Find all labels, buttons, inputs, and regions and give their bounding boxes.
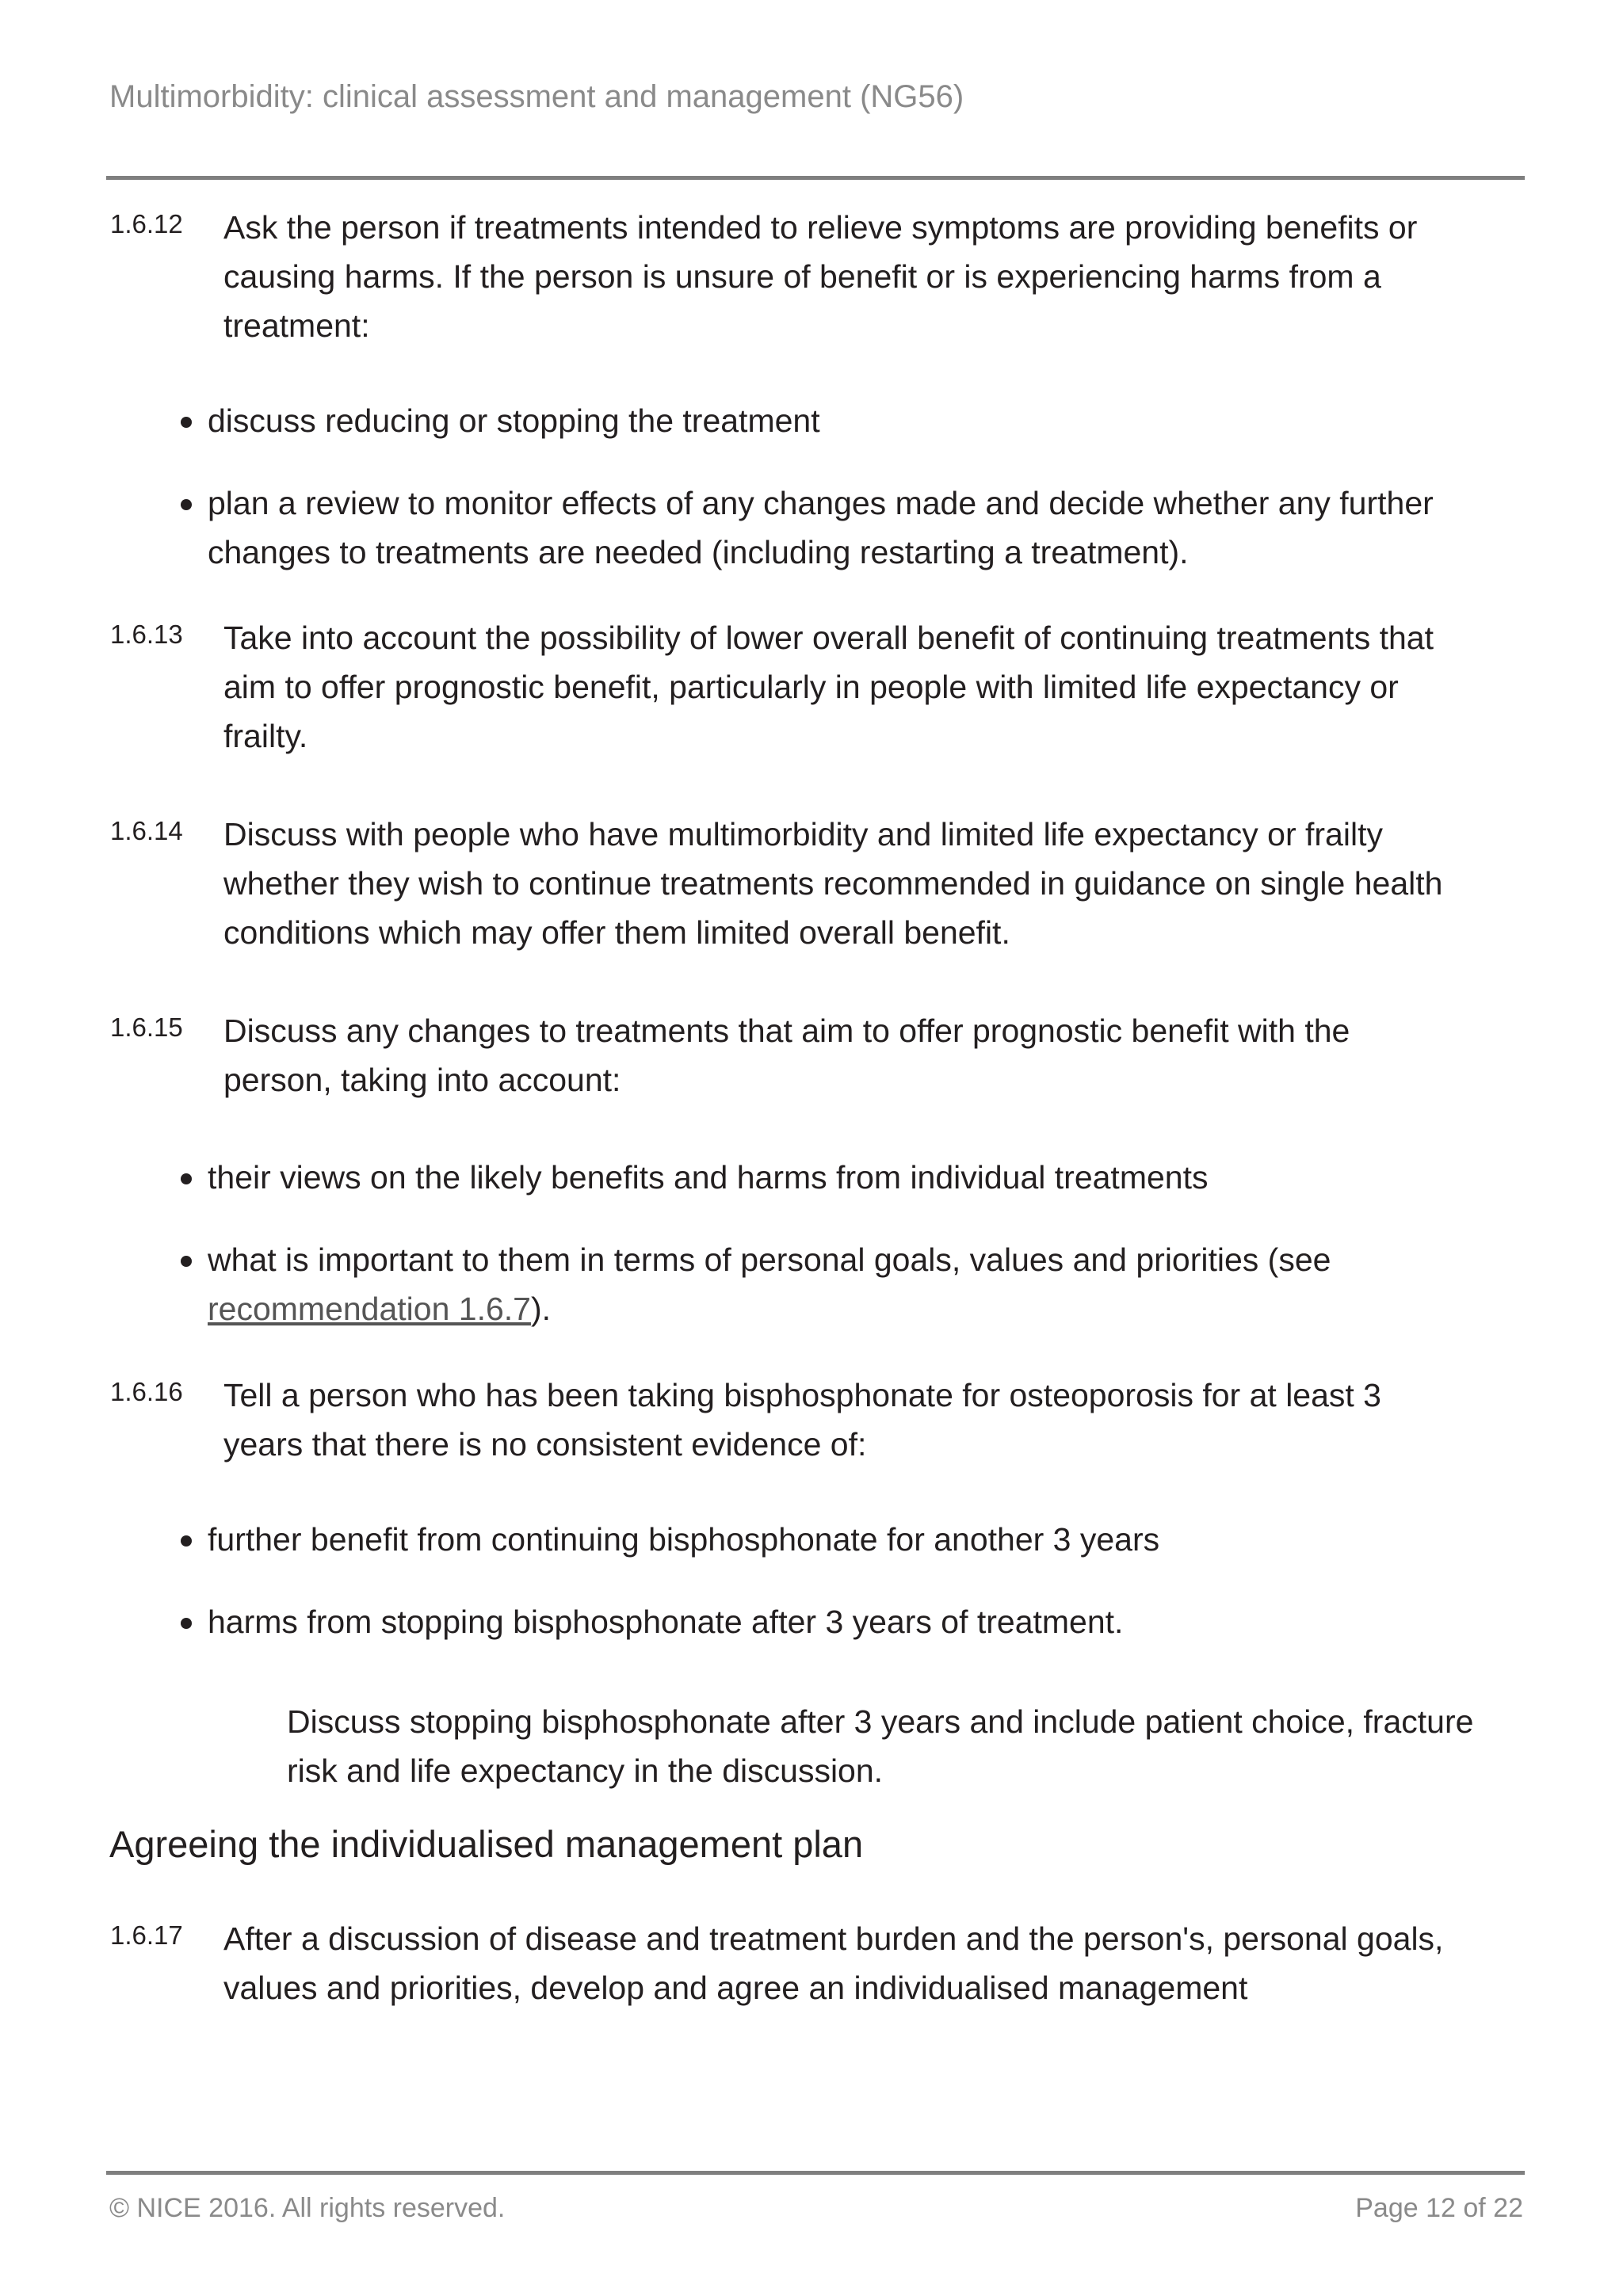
recommendation-text: Ask the person if treatments intended to relieve symptoms are providing benefits or causing harms. If the person is unsure of benefit or is experiencing harms from a treatment: xyxy=(223,209,1418,344)
recommendation-number: 1.6.12 xyxy=(110,209,183,238)
document-title: Multimorbidity: clinical assessment and management (NG56) xyxy=(109,79,964,114)
section-heading: Agreeing the individualised management plan xyxy=(109,1823,864,1865)
recommendation-number: 1.6.16 xyxy=(110,1377,183,1406)
recommendation-text: After a discussion of disease and treatment burden and the person's, personal goals, values and priorities, develop and agree an individualised management xyxy=(223,1920,1444,2006)
recommendation-note: Discuss stopping bisphosphonate after 3 years and include patient choice, fracture risk and life expectancy in the discussion. xyxy=(287,1703,1474,1789)
recommendation-text: Discuss with people who have multimorbidity and limited life expectancy or frailty whether they wish to continue treatments recommended in guidance on single health conditions which may offer them limited overall benefit. xyxy=(223,816,1443,951)
list-item: discuss reducing or stopping the treatment xyxy=(181,396,1555,445)
copyright: © NICE 2016. All rights reserved. xyxy=(109,2193,506,2223)
recommendation-text: Take into account the possibility of lower overall benefit of continuing treatments that aim to offer prognostic benefit, particularly in people with limited life expectancy or frailty. xyxy=(223,620,1434,754)
recommendation-number: 1.6.17 xyxy=(110,1920,183,1950)
list-item: their views on the likely benefits and harms from individual treatments xyxy=(181,1153,1555,1202)
bullet-icon xyxy=(181,499,192,510)
bullet-icon xyxy=(181,1173,192,1184)
list-item: what is important to them in terms of personal goals, values and priorities (see recommendation 1.6.7). xyxy=(181,1235,1555,1333)
recommendation-number: 1.6.15 xyxy=(110,1013,183,1042)
list-item: plan a review to monitor effects of any changes made and decide whether any further changes to treatments are needed (including restarting a treatment). xyxy=(181,479,1555,577)
bullet-icon xyxy=(181,1256,192,1267)
recommendation-text: Discuss any changes to treatments that aim to offer prognostic benefit with the person, taking into account: xyxy=(223,1013,1350,1098)
recommendation-number: 1.6.13 xyxy=(110,620,183,649)
page-number: Page 12 of 22 xyxy=(1355,2193,1523,2223)
list-item: further benefit from continuing bisphosphonate for another 3 years xyxy=(181,1515,1555,1564)
header-divider xyxy=(106,176,1525,180)
bullet-icon xyxy=(181,417,192,428)
list-item: harms from stopping bisphosphonate after 3 years of treatment. xyxy=(181,1597,1555,1646)
recommendation-1-6-7-link[interactable]: recommendation 1.6.7 xyxy=(208,1291,531,1327)
bullet-icon xyxy=(181,1618,192,1629)
recommendation-number: 1.6.14 xyxy=(110,816,183,845)
footer-divider xyxy=(106,2171,1525,2175)
recommendation-text: Tell a person who has been taking bisphosphonate for osteoporosis for at least 3 years that there is no consistent evidence of: xyxy=(223,1377,1381,1463)
bullet-icon xyxy=(181,1535,192,1547)
